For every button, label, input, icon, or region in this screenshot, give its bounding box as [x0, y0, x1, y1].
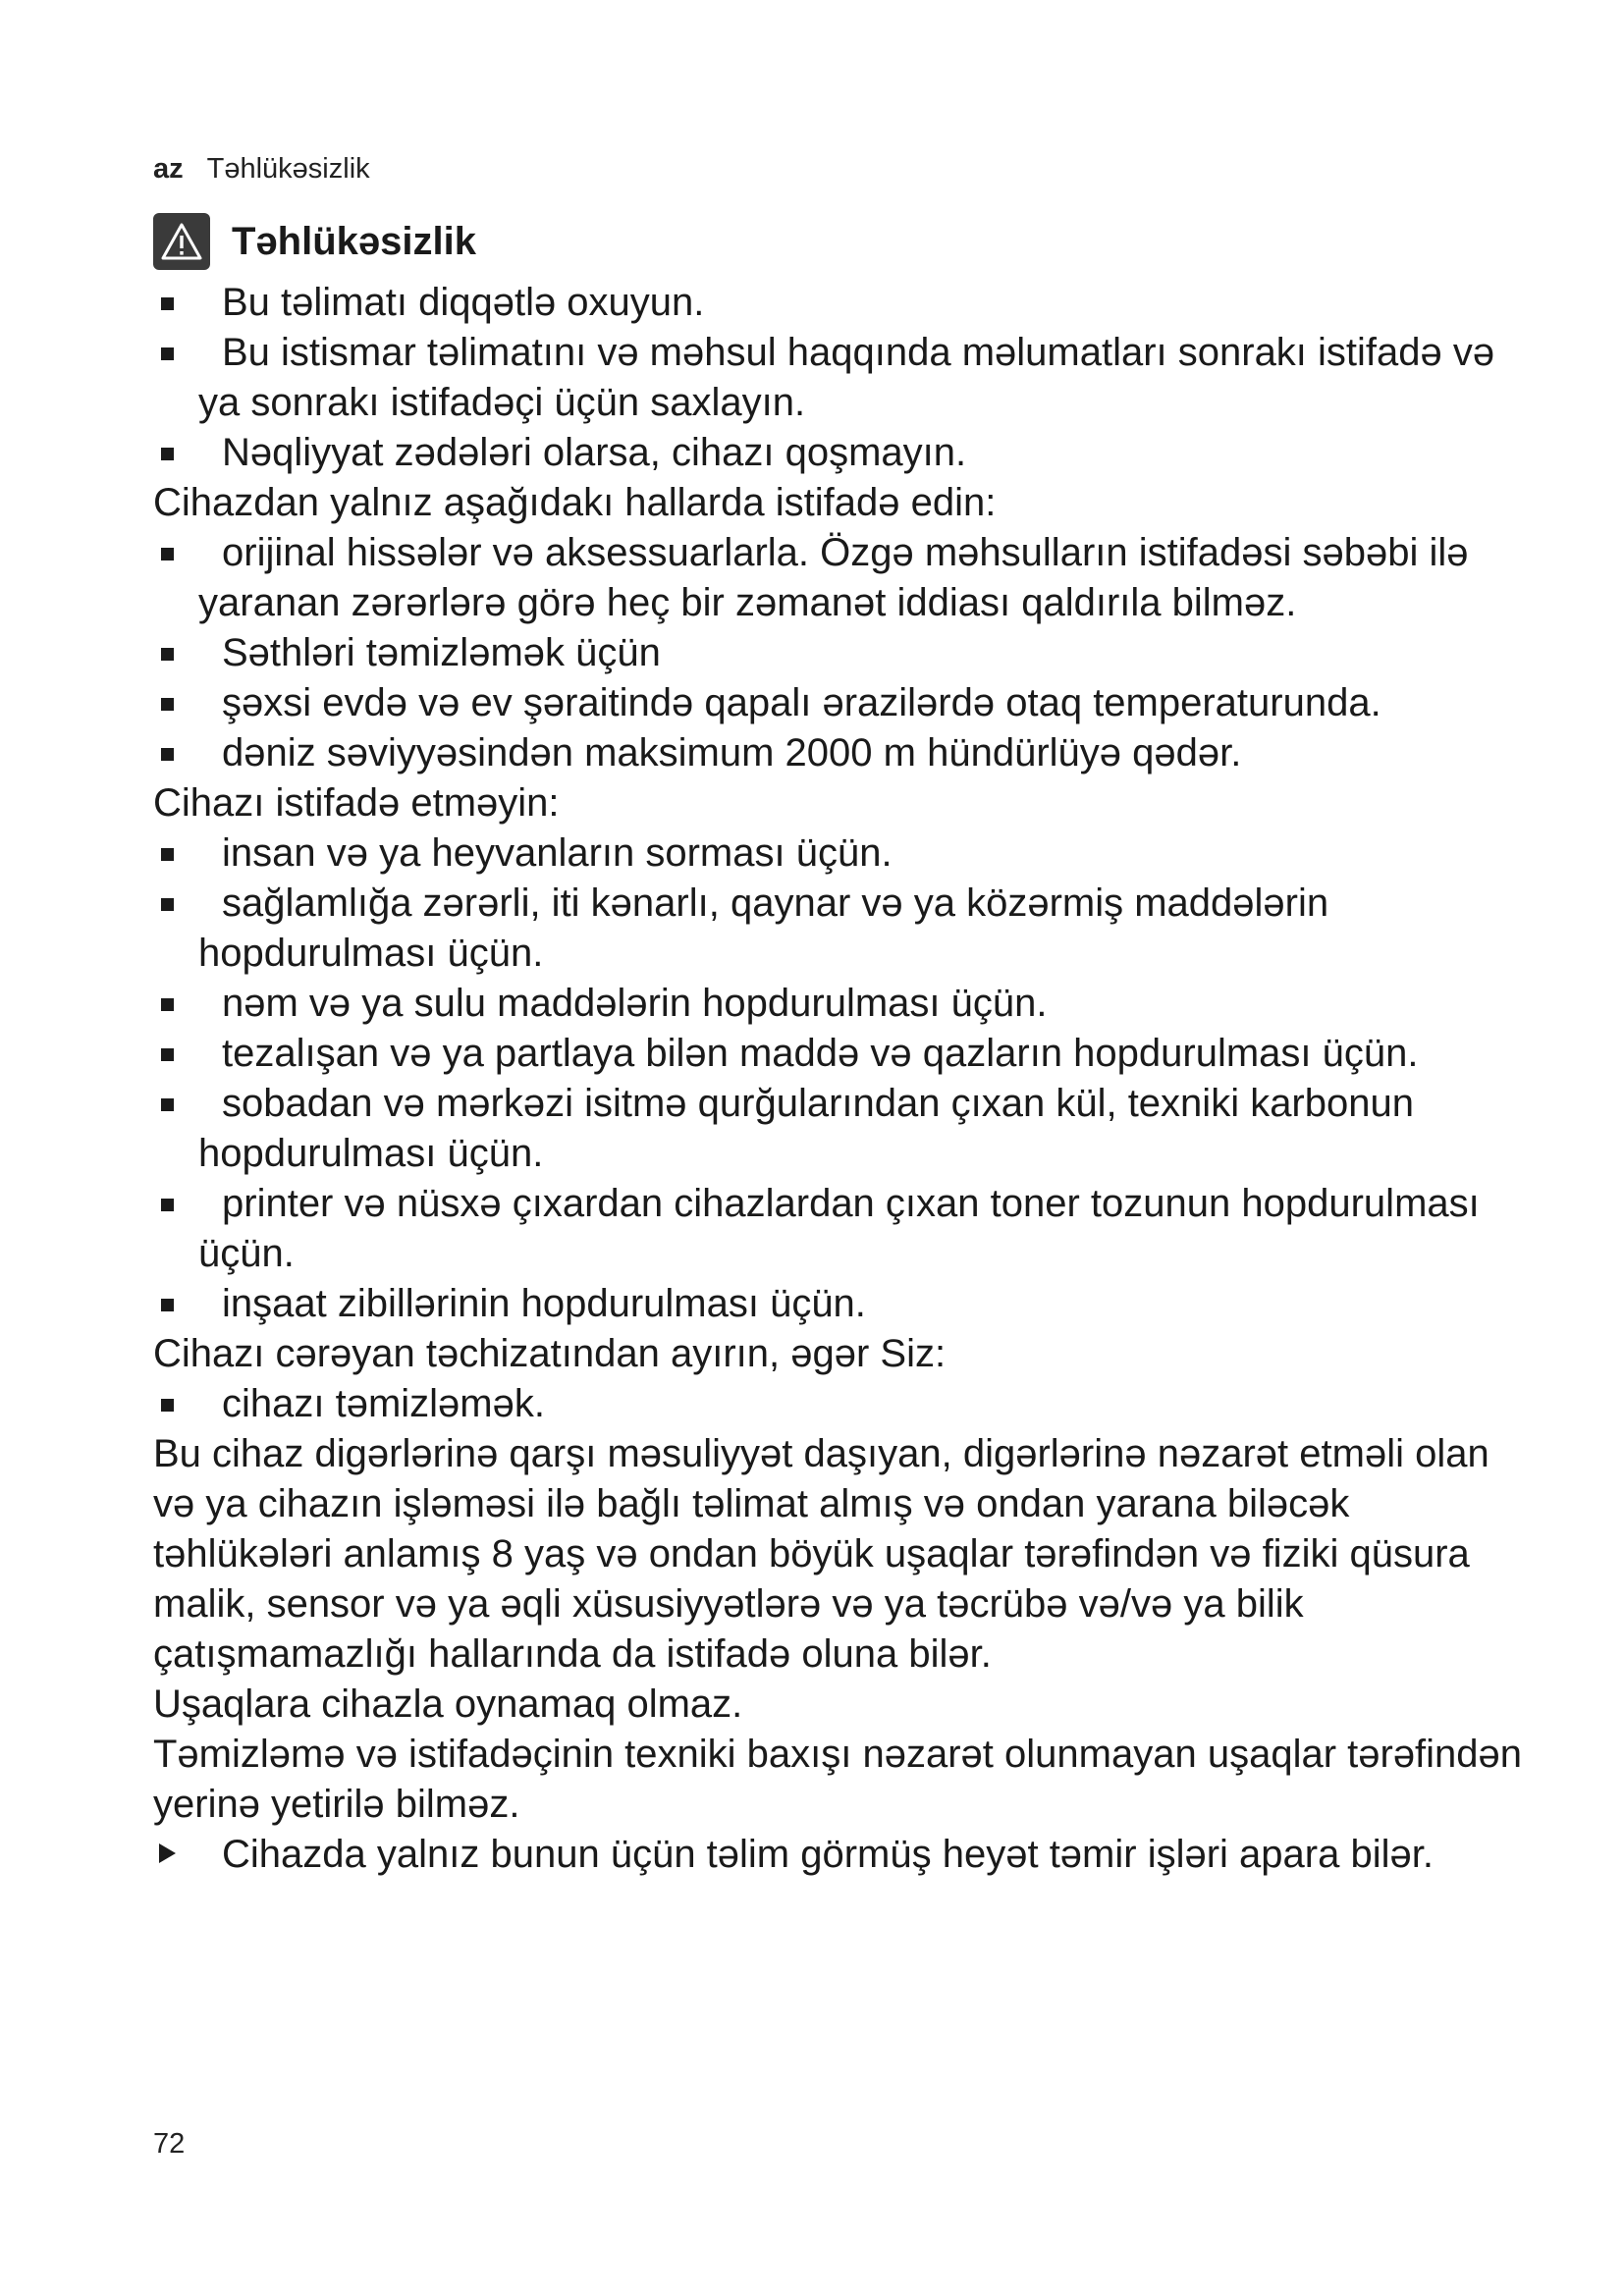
square-bullet-icon — [161, 898, 174, 911]
square-bullet-icon — [161, 648, 174, 661]
list-item-text: Nəqliyyat zədələri olarsa, cihazı qoşmayın. — [222, 431, 967, 474]
language-code: az — [153, 153, 184, 185]
square-bullet-icon — [161, 347, 174, 360]
list-item — [153, 879, 1528, 979]
list-item-text: cihazı təmizləmək. — [222, 1382, 545, 1425]
square-bullet-icon — [161, 998, 174, 1011]
square-bullet-icon — [161, 1399, 174, 1412]
paragraph: Cihazdan yalnız aşağıdakı hallarda istifadə edin: — [153, 481, 997, 524]
list-item-text: şəxsi evdə və ev şəraitində qapalı ərazilərdə otaq temperaturunda. — [222, 681, 1381, 724]
list-item-text: printer və nüsxə çıxardan cihazlardan çıxan toner tozunun hopdurulması üçün. — [198, 1182, 1480, 1275]
list-item-text: sağlamlığa zərərli, iti kənarlı, qaynar və ya közərmiş maddələrin hopdurulması üçün. — [198, 881, 1329, 975]
instruction-step — [153, 1830, 1528, 1880]
list-item — [153, 828, 1528, 879]
paragraph: Bu cihaz digərlərinə qarşı məsuliyyət daşıyan, digərlərinə nəzarət etməli olan və ya cihazın işləməsi ilə bağlı təlimat almış və ondan yarana biləcək təhlükələri anlamış 8 yaş və ondan böyük uşaqlar tərəfindən və fiziki qüsura malik, sensor və ya əqli xüsusiyyətlərə və ya təcrübə və/və ya bilik çatışmamazlığı hallarında da istifadə oluna bilər. — [153, 1432, 1489, 1676]
section-heading — [153, 214, 476, 269]
list-item-text: sobadan və mərkəzi isitmə qurğularından çıxan kül, texniki karbonun hopdurulması üçün. — [198, 1082, 1414, 1175]
list-item — [153, 678, 1528, 728]
list-item — [153, 328, 1528, 428]
square-bullet-icon — [161, 1299, 174, 1311]
list-item — [153, 979, 1528, 1029]
list-item-text: Bu istismar təlimatını və məhsul haqqında məlumatları sonrakı istifadə və ya sonrakı istifadəçi üçün saxlayın. — [198, 331, 1495, 424]
header-section-title: Təhlükəsizlik — [206, 153, 370, 185]
arrow-bullet-icon — [159, 1843, 176, 1863]
list-item — [153, 528, 1528, 628]
list-item-text: Cihazda yalnız bunun üçün təlim görmüş heyət təmir işləri apara bilər. — [222, 1833, 1434, 1876]
square-bullet-icon — [161, 1098, 174, 1111]
list-item-text: insan və ya heyvanların sorması üçün. — [222, 831, 893, 875]
list-item — [153, 278, 1528, 328]
safety-text-body — [153, 278, 1528, 1880]
list-item-text: orijinal hissələr və aksessuarlarla. Özgə məhsulların istifadəsi səbəbi ilə yaranan zərərlərə görə heç bir zəmanət iddiası qaldırıla bilməz. — [198, 531, 1469, 624]
list-item-text: Bu təlimatı diqqətlə oxuyun. — [222, 281, 705, 324]
square-bullet-icon — [161, 848, 174, 861]
list-item — [153, 1079, 1528, 1179]
list-item — [153, 1029, 1528, 1079]
page-number: 72 — [153, 2128, 186, 2160]
square-bullet-icon — [161, 698, 174, 711]
list-item-text: Səthləri təmizləmək üçün — [222, 631, 661, 674]
list-item — [153, 428, 1528, 478]
square-bullet-icon — [161, 748, 174, 761]
square-bullet-icon — [161, 1199, 174, 1211]
list-item-text: tezalışan və ya partlaya bilən maddə və qazların hopdurulması üçün. — [222, 1032, 1419, 1075]
list-item — [153, 728, 1528, 778]
square-bullet-icon — [161, 448, 174, 460]
list-item — [153, 1379, 1528, 1429]
list-item-text: nəm və ya sulu maddələrin hopdurulması üçün. — [222, 982, 1048, 1025]
paragraph: Cihazı cərəyan təchizatından ayırın, əgər Siz: — [153, 1332, 947, 1375]
running-header — [153, 149, 370, 188]
square-bullet-icon — [161, 548, 174, 561]
paragraph: Təmizləmə və istifadəçinin texniki baxışı nəzarət olunmayan uşaqlar tərəfindən yerinə yetirilə bilməz. — [153, 1733, 1523, 1826]
warning-triangle-icon — [153, 213, 210, 270]
list-item — [153, 628, 1528, 678]
paragraph: Uşaqlara cihazla oynamaq olmaz. — [153, 1682, 743, 1726]
square-bullet-icon — [161, 297, 174, 310]
list-item-text: inşaat zibillərinin hopdurulması üçün. — [222, 1282, 866, 1325]
list-item — [153, 1179, 1528, 1279]
page-title: Təhlükəsizlik — [232, 219, 476, 263]
list-item-text: dəniz səviyyəsindən maksimum 2000 m hündürlüyə qədər. — [222, 731, 1242, 774]
paragraph: Cihazı istifadə etməyin: — [153, 781, 560, 825]
list-item — [153, 1279, 1528, 1329]
square-bullet-icon — [161, 1048, 174, 1061]
